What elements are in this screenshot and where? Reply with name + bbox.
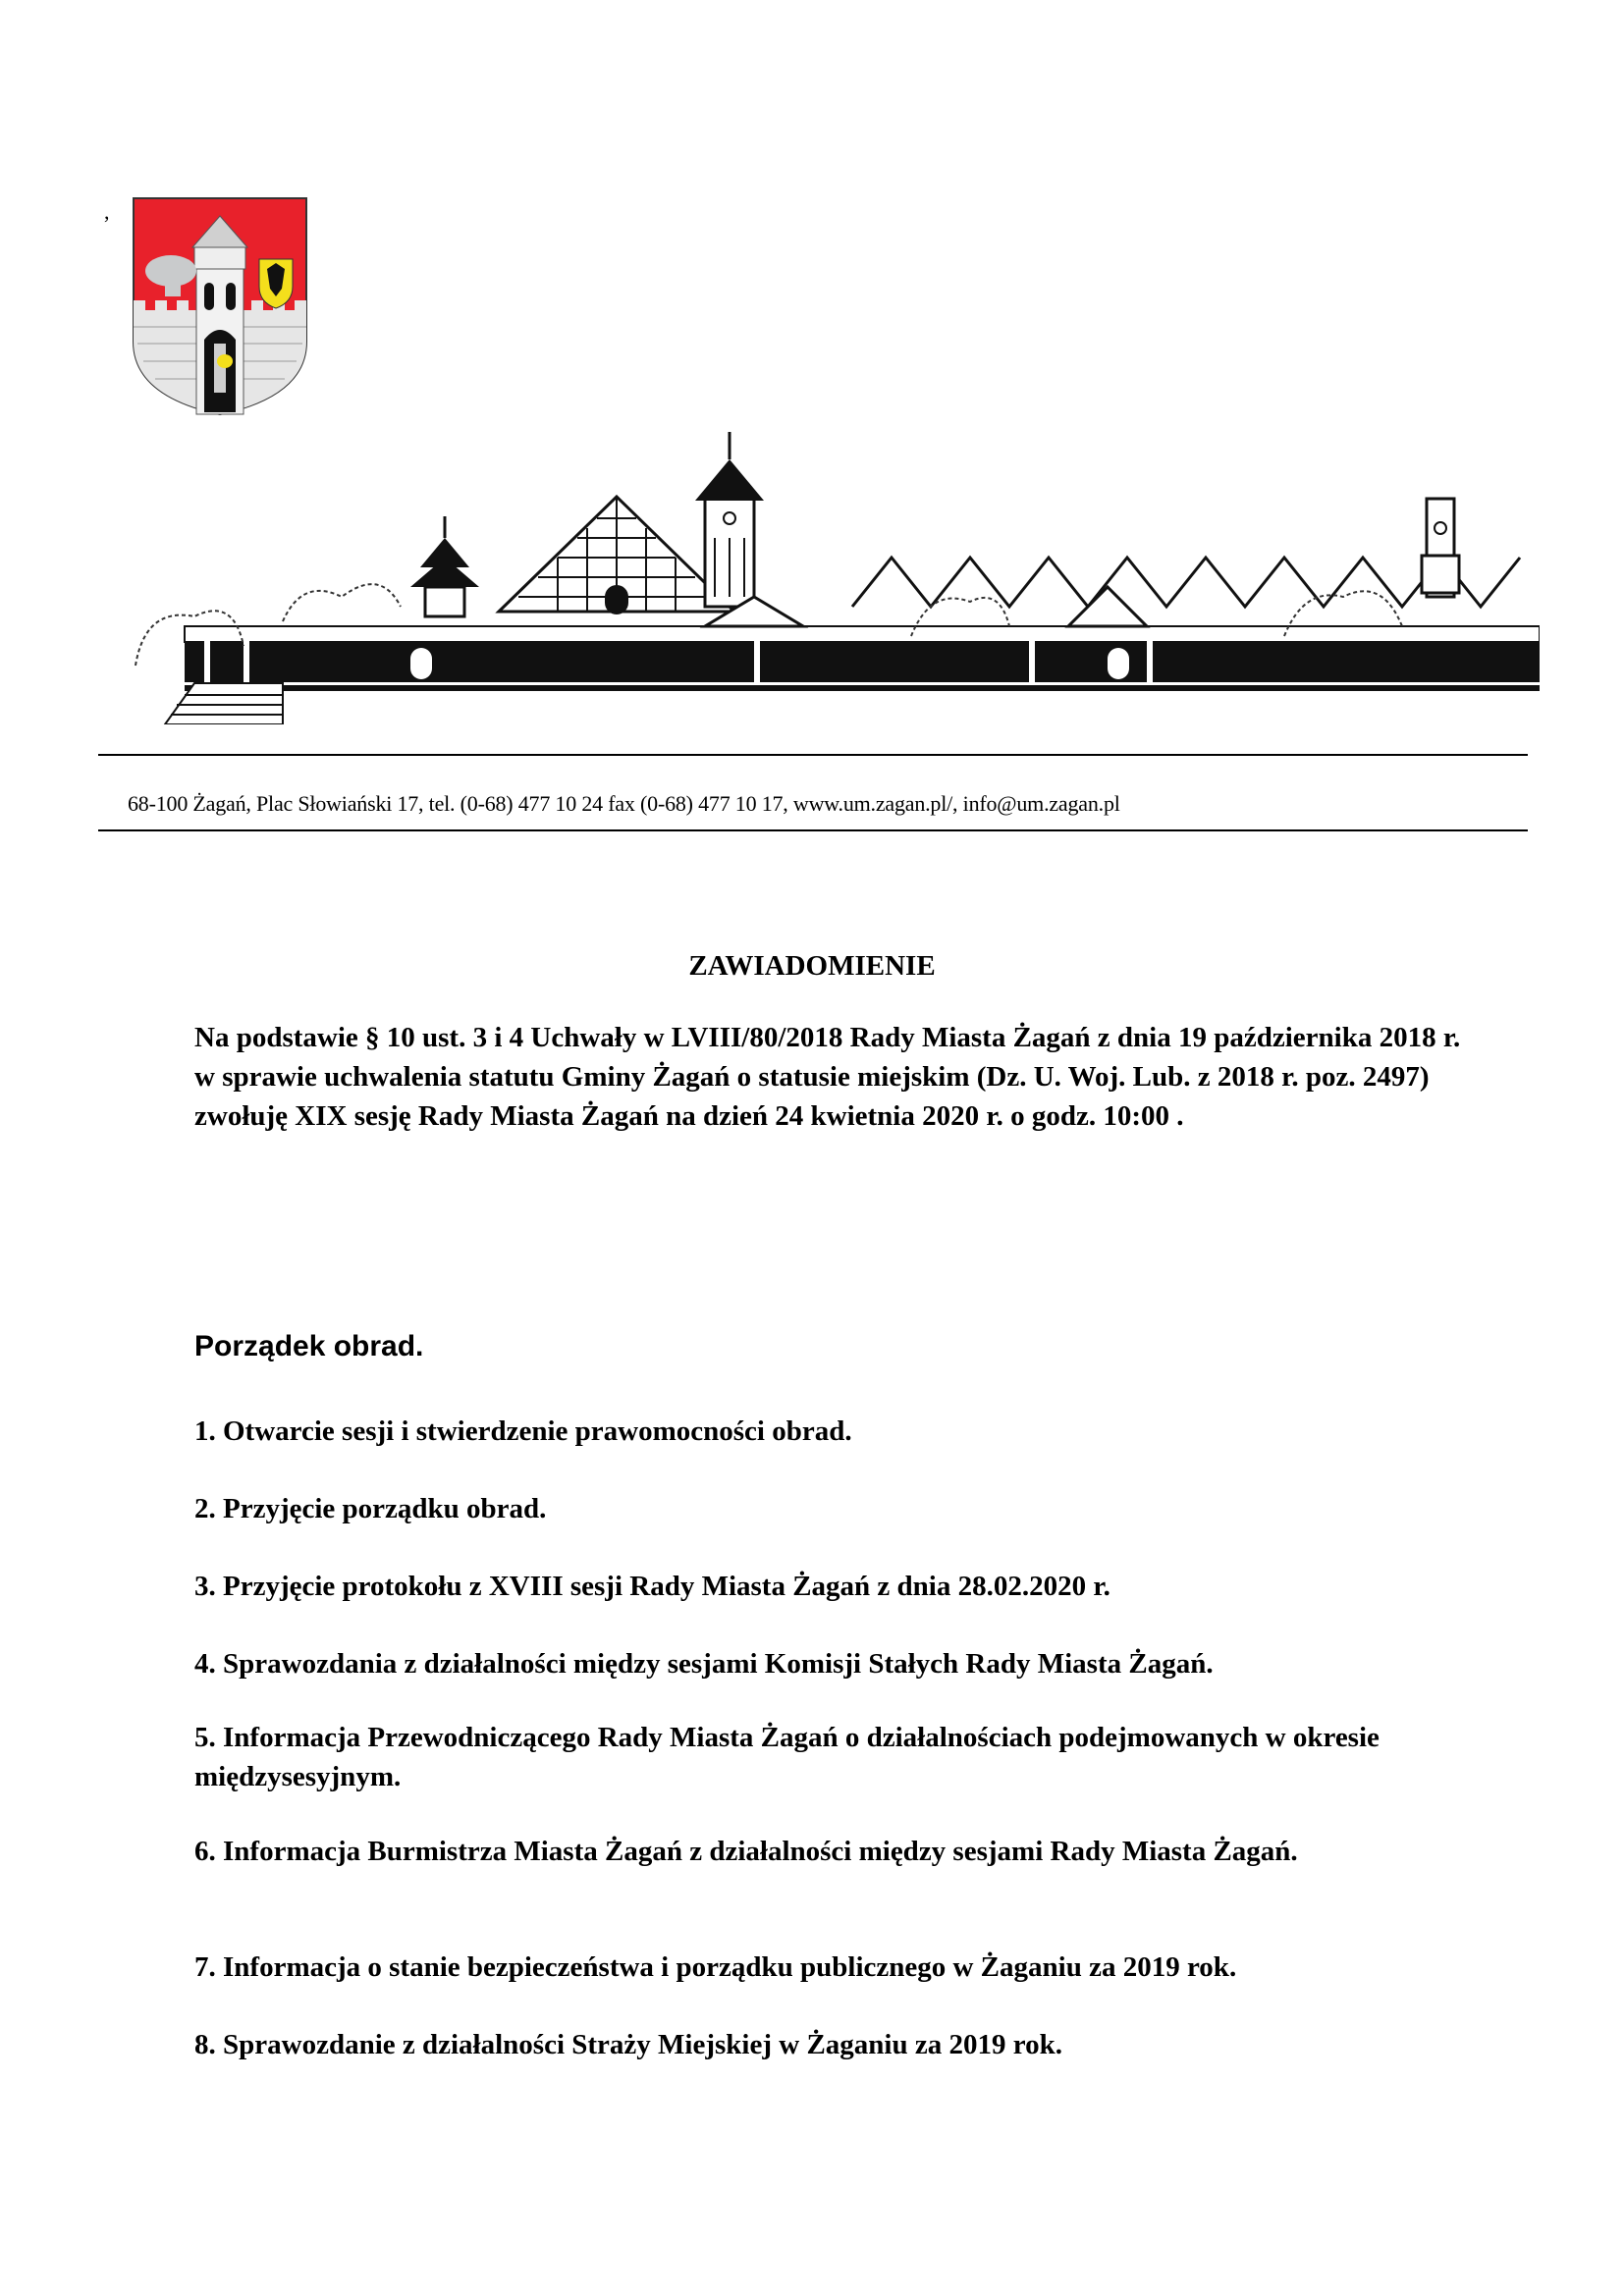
notice-body: Na podstawie § 10 ust. 3 i 4 Uchwały w LVIII/80/2018 Rady Miasta Żagań z dnia 19 października 2018 r. w sprawie uchwalenia statutu Gminy Żagań o statusie miejskim (Dz. U. Woj. Lub. z 2018 r. poz. 2497) zwołuję XIX sesję Rady Miasta Żagań na dzień 24 kwietnia 2020 r. o godz. 10:00 . [194,1022,1461,1132]
town-skyline-illustration [126,430,1540,724]
coat-of-arms-icon [130,194,310,418]
agenda-item: 4. Sprawozdania z działalności między sesjami Komisji Stałych Rady Miasta Żagań. [194,1648,1214,1680]
header-divider-bottom [98,829,1528,831]
agenda-item: 8. Sprawozdanie z działalności Straży Miejskiej w Żaganiu za 2019 rok. [194,2029,1062,2060]
agenda-item: 1. Otwarcie sesji i stwierdzenie prawomocności obrad. [194,1415,852,1447]
agenda-item: 5. Informacja Przewodniczącego Rady Miasta Żagań o działalnościach podejmowanych w okresie międzysesyjnym. [194,1722,1380,1792]
agenda-item: 3. Przyjęcie protokołu z XVIII sesji Rady Miasta Żagań z dnia 28.02.2020 r. [194,1571,1110,1602]
header-divider-top [98,754,1528,756]
notice-title: ZAWIADOMIENIE [688,950,936,982]
agenda-item: 2. Przyjęcie porządku obrad. [194,1493,547,1524]
contact-info: 68-100 Żagań, Plac Słowiański 17, tel. (0-68) 477 10 24 fax (0-68) 477 10 17, www.um.zagan.pl/, info@um.zagan.pl [128,791,1120,816]
agenda-heading: Porządek obrad. [194,1330,424,1362]
agenda-item: 6. Informacja Burmistrza Miasta Żagań z działalności między sesjami Rady Miasta Żagań. [194,1836,1298,1867]
stray-comma: , [104,199,110,224]
agenda-item: 7. Informacja o stanie bezpieczeństwa i porządku publicznego w Żaganiu za 2019 rok. [194,1951,1237,1983]
